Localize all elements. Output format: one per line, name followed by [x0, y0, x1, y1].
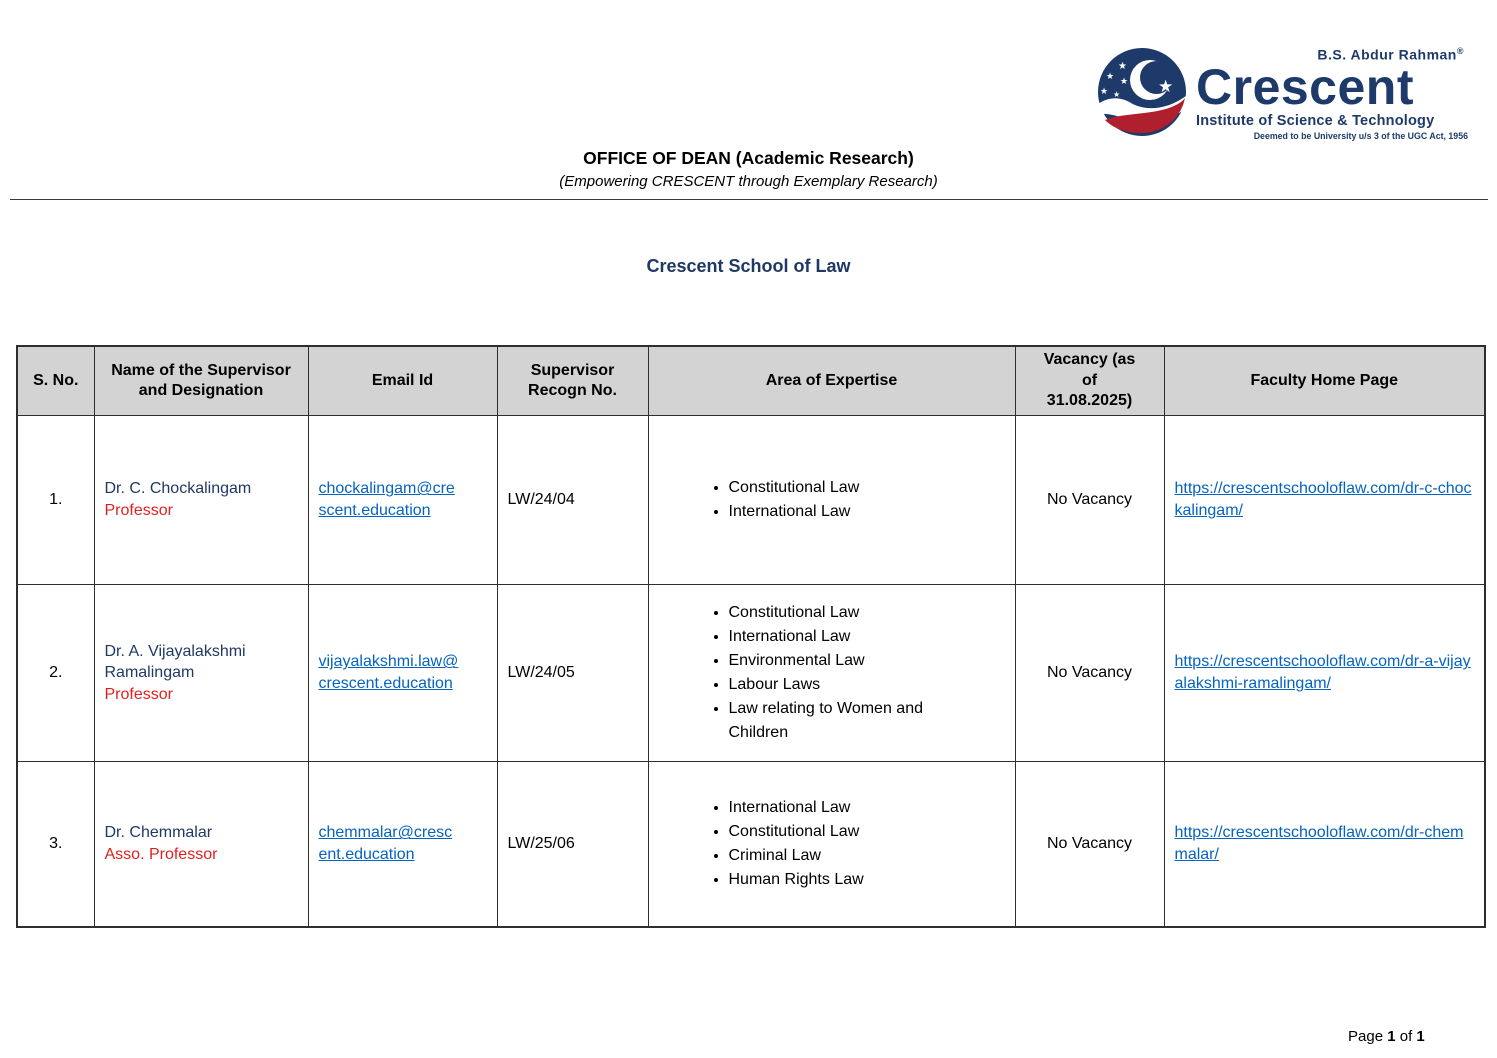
expertise-cell — [648, 416, 1015, 585]
institution-logo — [1092, 46, 1468, 144]
logo-founder-name: B.S. Abdur Rahman® — [1317, 46, 1464, 63]
supervisor-name: Dr. Chemmalar — [104, 824, 213, 842]
faculty-homepage-link[interactable]: https://crescentschooloflaw.com/dr-a-vijayalakshmi-ramalingam/ — [1174, 653, 1471, 692]
recogn-no-cell: LW/24/05 — [497, 585, 648, 762]
svg-text:★: ★ — [1100, 87, 1109, 97]
email-cell — [308, 762, 497, 928]
svg-text:★: ★ — [1113, 90, 1121, 99]
recogn-no-cell: LW/24/04 — [497, 416, 648, 585]
expertise-list — [659, 601, 954, 745]
supervisor-name: Dr. C. Chockalingam — [104, 480, 252, 498]
email-cell — [308, 416, 497, 585]
vacancy-cell: No Vacancy — [1015, 416, 1164, 585]
page-number-footer — [1348, 1028, 1425, 1045]
table-header-row — [17, 346, 1485, 416]
logo-brand-name: Crescent — [1196, 58, 1414, 115]
svg-text:★: ★ — [1118, 61, 1127, 72]
crescent-moon-stars-emblem-icon — [1092, 46, 1192, 144]
header-name: Name of the Supervisor and Designation — [94, 346, 308, 416]
header-vacancy: Vacancy (as of 31.08.2025) — [1015, 346, 1164, 416]
page-number: 1 — [1387, 1028, 1396, 1045]
expertise-cell — [648, 585, 1015, 762]
supervisor-name: Dr. A. Vijayalakshmi Ramalingam — [104, 642, 246, 682]
expertise-item: • International Law — [729, 796, 954, 820]
table-row — [17, 416, 1485, 585]
homepage-cell — [1164, 416, 1485, 585]
recogn-no-cell: LW/25/06 — [497, 762, 648, 928]
expertise-item: • International Law — [729, 625, 954, 649]
sno-cell: 3. — [17, 762, 94, 928]
expertise-item: • Constitutional Law — [729, 476, 954, 500]
name-cell — [94, 416, 308, 585]
table-row — [17, 762, 1485, 928]
sno-cell: 1. — [17, 416, 94, 585]
logo-institute-line: Institute of Science & Technology — [1196, 112, 1435, 129]
expertise-item: • Constitutional Law — [729, 601, 954, 625]
email-cell — [308, 585, 497, 762]
expertise-item: • Human Rights Law — [729, 868, 954, 892]
registered-trademark-icon: ® — [1456, 46, 1464, 56]
header-homepage: Faculty Home Page — [1164, 346, 1485, 416]
letterhead — [0, 148, 1497, 190]
office-title: OFFICE OF DEAN (Academic Research) — [583, 148, 914, 168]
header-recogn-no: Supervisor Recogn No. — [497, 346, 648, 416]
header-expertise: Area of Expertise — [648, 346, 1015, 416]
supervisor-designation: Asso. Professor — [104, 846, 218, 863]
svg-text:★: ★ — [1106, 72, 1115, 82]
expertise-item: • Constitutional Law — [729, 820, 954, 844]
page-word: Page — [1348, 1028, 1384, 1045]
office-motto: (Empowering CRESCENT through Exemplary Research) — [559, 173, 938, 190]
vacancy-cell: No Vacancy — [1015, 762, 1164, 928]
header-email: Email Id — [308, 346, 497, 416]
supervisor-designation: Professor — [104, 685, 173, 703]
header-divider — [10, 199, 1488, 200]
name-cell — [94, 585, 308, 762]
faculty-homepage-link[interactable]: https://crescentschooloflaw.com/dr-c-chockalingam/ — [1174, 480, 1472, 519]
svg-text:★: ★ — [1120, 77, 1129, 87]
sno-cell: 2. — [17, 585, 94, 762]
email-link[interactable]: vijayalakshmi.law@crescent.education — [318, 653, 459, 692]
supervisors-table — [16, 345, 1486, 928]
header-sno: S. No. — [17, 346, 94, 416]
supervisor-designation: Professor — [104, 502, 173, 519]
expertise-item: • Law relating to Women and Children — [729, 697, 954, 745]
expertise-item: • Criminal Law — [729, 844, 954, 868]
total-pages: 1 — [1416, 1028, 1425, 1045]
expertise-item: • Labour Laws — [729, 673, 954, 697]
expertise-item: • International Law — [729, 500, 954, 524]
email-link[interactable]: chockalingam@crescent.education — [318, 480, 455, 519]
homepage-cell — [1164, 762, 1485, 928]
logo-wordmark — [1196, 46, 1468, 141]
faculty-homepage-link[interactable]: https://crescentschooloflaw.com/dr-chemmalar/ — [1174, 824, 1464, 863]
page-title: Crescent School of Law — [646, 256, 851, 276]
svg-text:★: ★ — [1158, 77, 1174, 97]
expertise-item: • Environmental Law — [729, 649, 954, 673]
table-row — [17, 585, 1485, 762]
expertise-cell — [648, 762, 1015, 928]
expertise-list — [659, 796, 954, 892]
email-link[interactable]: chemmalar@crescent.education — [318, 824, 453, 863]
vacancy-cell: No Vacancy — [1015, 585, 1164, 762]
expertise-list — [659, 476, 954, 524]
name-cell — [94, 762, 308, 928]
of-word: of — [1399, 1028, 1413, 1045]
logo-deemed-line: Deemed to be University u/s 3 of the UGC Act, 1956 — [1253, 130, 1468, 141]
homepage-cell — [1164, 585, 1485, 762]
